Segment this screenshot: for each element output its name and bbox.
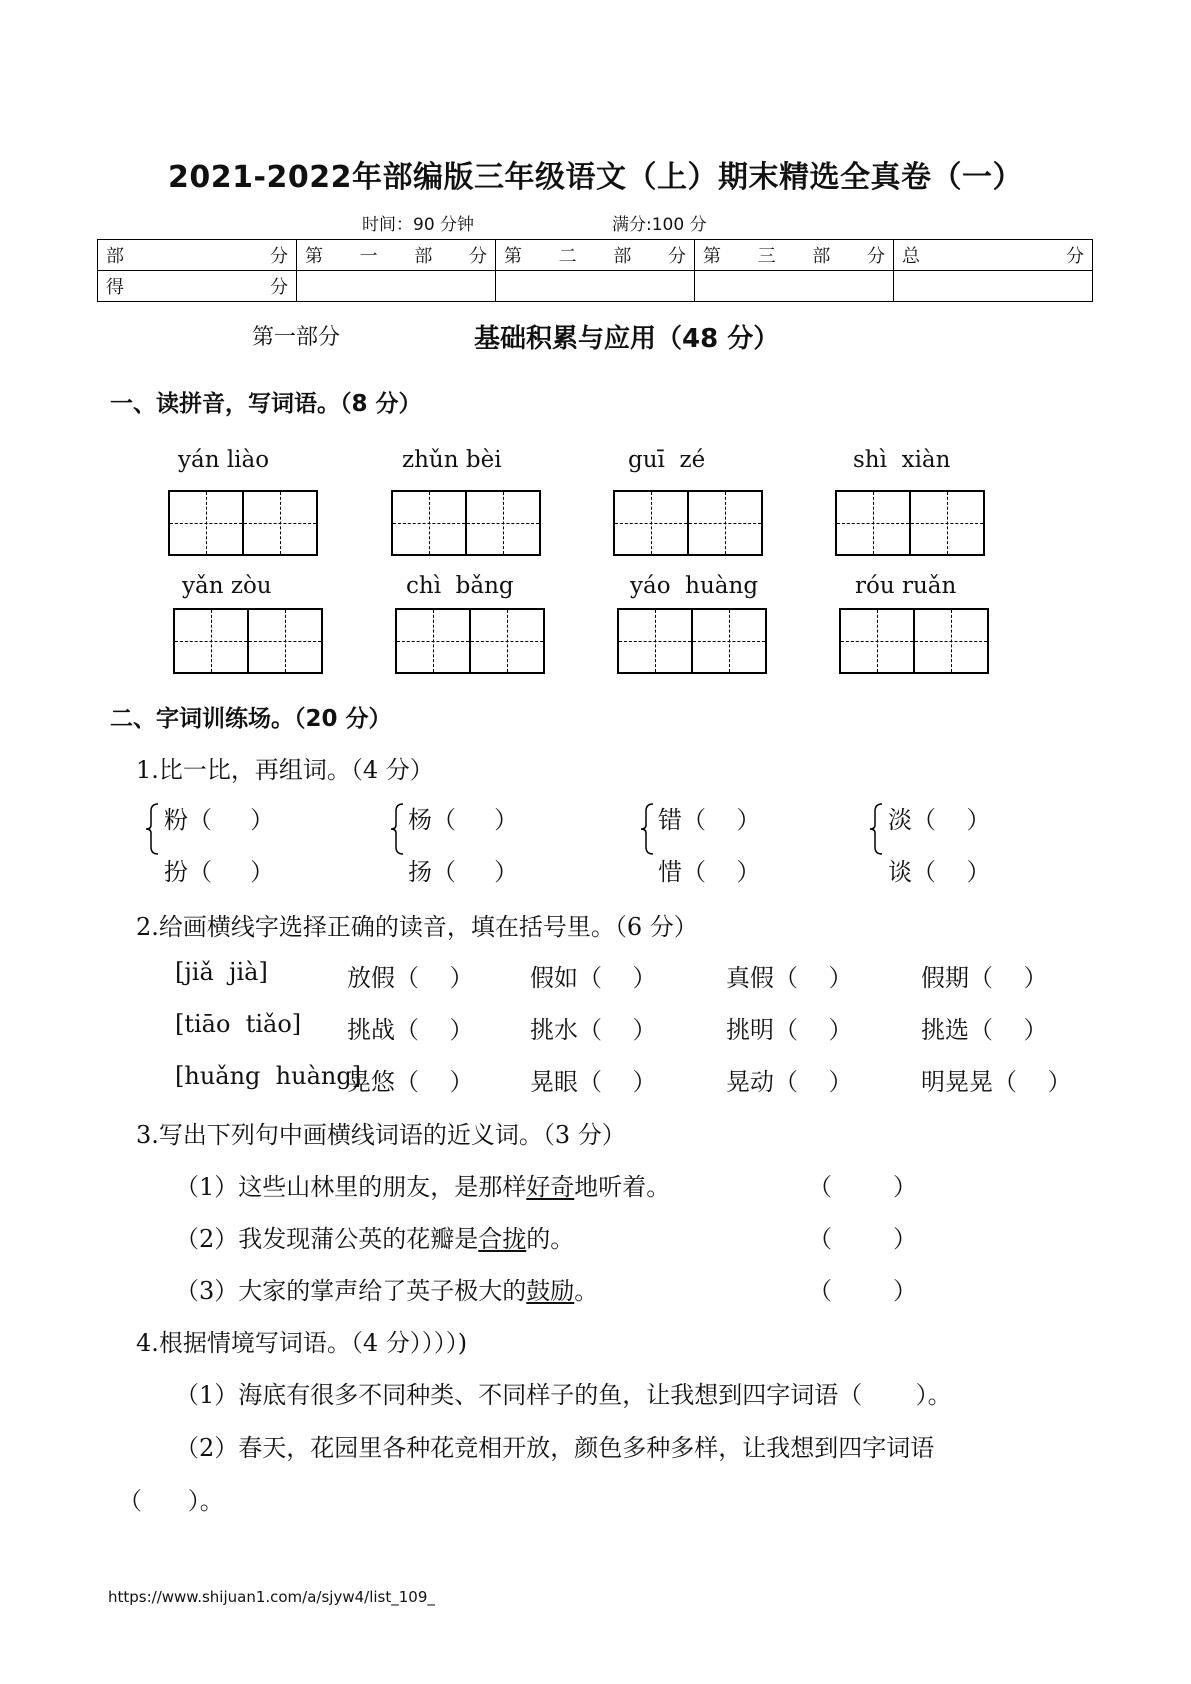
underlined-word: 合拢 — [478, 1225, 527, 1253]
header-cell-text: 部 — [812, 246, 831, 267]
underlined-word: 鼓励 — [526, 1277, 575, 1305]
reading-item: 放假（ ） — [347, 964, 474, 992]
sentence-text: 的。 — [526, 1225, 575, 1253]
pinyin-options: [huǎng huàng] — [175, 1062, 362, 1090]
context-question-2: （2）春天，花园里各种花竞相开放，颜色多种多样，让我想到四字词语 — [175, 1434, 935, 1462]
header-cell-text: 分 — [270, 246, 288, 267]
question-2-title: 2.给画横线字选择正确的读音，填在括号里。（6 分） — [136, 913, 698, 941]
reading-item: 假期（ ） — [921, 964, 1048, 992]
reading-item: 挑选（ ） — [921, 1016, 1048, 1044]
header-cell-text: 分 — [866, 246, 885, 267]
context-question-2-blank[interactable]: （ ）。 — [118, 1487, 224, 1515]
writing-grid[interactable] — [168, 490, 318, 556]
sentence-text: （3）大家的掌声给了英子极大的 — [175, 1277, 527, 1305]
pinyin-label: róu ruǎn — [855, 573, 957, 599]
header-cell-text: 部 — [414, 246, 433, 267]
header-cell-text: 分 — [468, 246, 487, 267]
score-table — [97, 239, 1093, 302]
sentence-text: （2）我发现蒲公英的花瓣是 — [175, 1225, 479, 1253]
header-cell-text: 二 — [558, 246, 577, 267]
reading-item: 明晃晃（ ） — [921, 1068, 1072, 1096]
pinyin-label: yǎn zòu — [182, 573, 272, 599]
full-score: 满分:100 分 — [612, 215, 707, 235]
reading-item: 真假（ ） — [726, 964, 853, 992]
header-cell-text: 第 — [504, 246, 522, 267]
compare-word: 杨（ ） — [408, 806, 519, 834]
score-input-cell[interactable] — [297, 271, 496, 302]
pinyin-label: shì xiàn — [853, 447, 951, 473]
synonym-sentence — [175, 1219, 574, 1254]
question-4-title: 4.根据情境写词语。（4 分））））) — [136, 1329, 468, 1357]
pinyin-options: [jiǎ jià] — [175, 958, 268, 986]
score-cell-text: 得 — [106, 277, 124, 298]
writing-grid[interactable] — [391, 490, 541, 556]
pinyin-label: yán liào — [178, 447, 270, 473]
pinyin-options: [tiāo tiǎo] — [175, 1010, 302, 1038]
page-title: 2021-2022年部编版三年级语文（上）期末精选全真卷（一） — [168, 160, 1023, 195]
reading-item: 挑水（ ） — [530, 1016, 657, 1044]
reading-item: 挑明（ ） — [726, 1016, 853, 1044]
part-title: 基础积累与应用（48 分） — [474, 324, 780, 354]
score-input-cell[interactable] — [894, 271, 1093, 302]
writing-grid[interactable] — [395, 608, 545, 674]
compare-word: 错（ ） — [658, 806, 761, 834]
compare-word: 扮（ ） — [164, 858, 275, 886]
header-cell-text: 第 — [703, 246, 721, 267]
section-1-title: 一、读拼音，写词语。（8 分） — [110, 391, 422, 417]
header-cell-text: 分 — [1066, 246, 1084, 267]
header-cell-text: 一 — [359, 246, 378, 267]
brace-icon — [145, 803, 159, 855]
score-table-score-row — [98, 271, 1093, 302]
reading-item: 晃眼（ ） — [530, 1068, 657, 1096]
reading-item: 晃悠（ ） — [347, 1068, 474, 1096]
compare-word: 谈（ ） — [888, 858, 991, 886]
header-cell-text: 第 — [305, 246, 323, 267]
synonym-sentence — [175, 1167, 670, 1202]
question-1-title: 1.比一比，再组词。（4 分） — [136, 756, 434, 784]
reading-item: 假如（ ） — [530, 964, 657, 992]
compare-word: 惜（ ） — [658, 858, 761, 886]
answer-blank[interactable]: （ ） — [808, 1277, 918, 1305]
reading-item: 晃动（ ） — [726, 1068, 853, 1096]
header-cell-text: 部 — [106, 246, 124, 267]
context-question-1: （1）海底有很多不同种类、不同样子的鱼，让我想到四字词语（ ）。 — [175, 1381, 952, 1409]
score-table-header-row — [98, 240, 1093, 271]
compare-word: 粉（ ） — [164, 806, 275, 834]
writing-grid[interactable] — [839, 608, 989, 674]
header-cell-text: 部 — [613, 246, 632, 267]
question-3-title: 3.写出下列句中画横线词语的近义词。（3 分） — [136, 1121, 626, 1149]
header-cell-text: 分 — [667, 246, 686, 267]
underlined-word: 好奇 — [526, 1173, 575, 1201]
sentence-text: （1）这些山林里的朋友，是那样 — [175, 1173, 527, 1201]
pinyin-label: chì bǎng — [406, 573, 514, 599]
sentence-text: 。 — [574, 1277, 599, 1305]
writing-grid[interactable] — [613, 490, 763, 556]
writing-grid[interactable] — [835, 490, 985, 556]
part-label: 第一部分 — [252, 325, 341, 350]
reading-item: 挑战（ ） — [347, 1016, 474, 1044]
score-input-cell[interactable] — [496, 271, 695, 302]
writing-grid[interactable] — [173, 608, 323, 674]
answer-blank[interactable]: （ ） — [808, 1225, 918, 1253]
score-cell-text: 分 — [270, 277, 288, 298]
pinyin-label: guī zé — [628, 447, 706, 473]
exam-time: 时间：90 分钟 — [362, 215, 475, 235]
section-2-title: 二、字词训练场。（20 分） — [110, 706, 392, 732]
synonym-sentence — [175, 1271, 598, 1306]
header-cell-text: 三 — [757, 246, 776, 267]
sentence-text: 地听着。 — [574, 1173, 671, 1201]
writing-grid[interactable] — [617, 608, 767, 674]
header-cell-text: 总 — [902, 246, 920, 267]
pinyin-label: zhǔn bèi — [402, 447, 502, 473]
brace-icon — [390, 803, 404, 855]
pinyin-label: yáo huàng — [630, 573, 759, 599]
compare-word: 扬（ ） — [408, 858, 519, 886]
compare-word: 淡（ ） — [888, 806, 991, 834]
score-input-cell[interactable] — [695, 271, 894, 302]
brace-icon — [869, 803, 883, 855]
brace-icon — [640, 803, 654, 855]
answer-blank[interactable]: （ ） — [808, 1173, 918, 1201]
footer-url: https://www.shijuan1.com/a/sjyw4/list_109_ — [108, 1588, 435, 1606]
